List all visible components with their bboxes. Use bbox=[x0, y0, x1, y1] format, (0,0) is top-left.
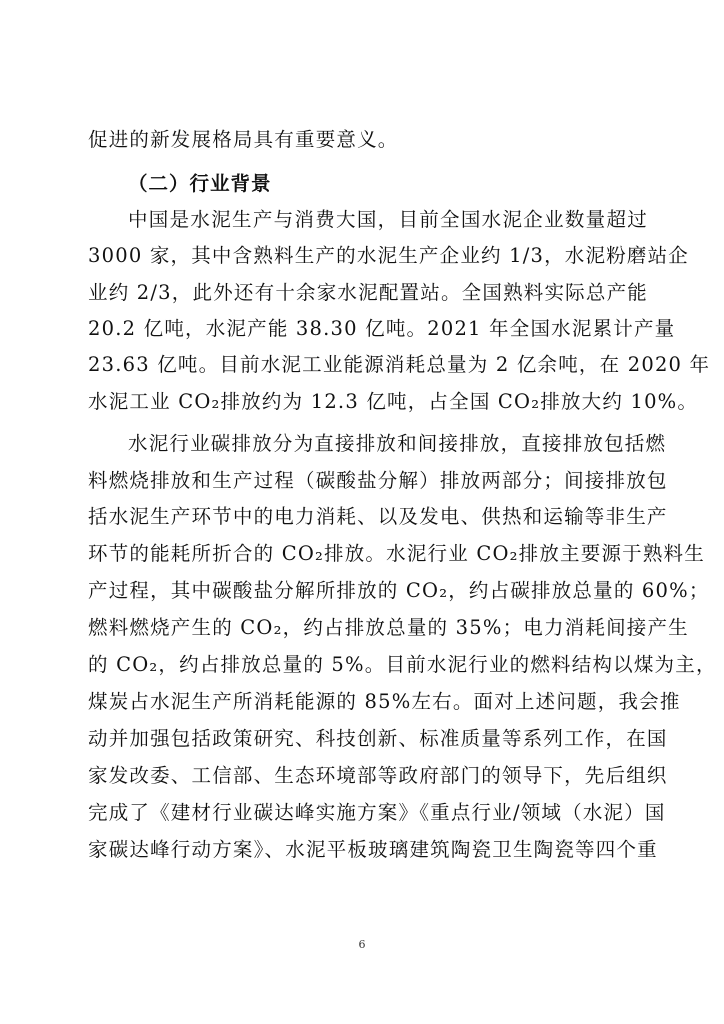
paragraph-line: 中国是水泥生产与消费大国，目前全国水泥企业数量超过 bbox=[128, 208, 648, 231]
paragraph-line: 的 CO₂，约占排放总量的 5%。目前水泥行业的燃料结构以煤为主， bbox=[88, 653, 717, 676]
section-heading: （二）行业背景 bbox=[128, 172, 272, 195]
paragraph-line: 产过程，其中碳酸盐分解所排放的 CO₂，约占碳排放总量的 60%； bbox=[88, 579, 710, 602]
paragraph-line: 煤炭占水泥生产所消耗能源的 85%左右。面对上述问题，我会推 bbox=[88, 690, 681, 713]
paragraph-line: 家碳达峰行动方案》、水泥平板玻璃建筑陶瓷卫生陶瓷等四个重 bbox=[88, 838, 658, 861]
paragraph-line: 3000 家，其中含熟料生产的水泥生产企业约 1/3，水泥粉磨站企 bbox=[88, 244, 690, 267]
paragraph-line: 23.63 亿吨。目前水泥工业能源消耗总量为 2 亿余吨，在 2020 年 bbox=[88, 353, 711, 376]
page-number: 6 bbox=[358, 938, 366, 951]
paragraph-line: 水泥工业 CO₂排放约为 12.3 亿吨，占全国 CO₂排放大约 10%。 bbox=[88, 390, 699, 413]
paragraph-line: 20.2 亿吨，水泥产能 38.30 亿吨。2021 年全国水泥累计产量 bbox=[88, 317, 676, 340]
paragraph-line: 促进的新发展格局具有重要意义。 bbox=[88, 128, 399, 151]
paragraph-line: 料燃烧排放和生产过程（碳酸盐分解）排放两部分；间接排放包 bbox=[88, 469, 668, 492]
paragraph-line: 完成了《建材行业碳达峰实施方案》《重点行业/领域（水泥）国 bbox=[88, 801, 666, 824]
paragraph-line: 动并加强包括政策研究、科技创新、标准质量等系列工作，在国 bbox=[88, 727, 668, 750]
paragraph-line: 业约 2/3，此外还有十余家水泥配置站。全国熟料实际总产能 bbox=[88, 281, 648, 304]
paragraph-line: 括水泥生产环节中的电力消耗、以及发电、供热和运输等非生产 bbox=[88, 505, 668, 528]
paragraph-line: 环节的能耗所折合的 CO₂排放。水泥行业 CO₂排放主要源于熟料生 bbox=[88, 542, 705, 565]
paragraph-line: 家发改委、工信部、生态环境部等政府部门的领导下，先后组织 bbox=[88, 764, 668, 787]
paragraph-line: 燃料燃烧产生的 CO₂，约占排放总量的 35%；电力消耗间接产生 bbox=[88, 616, 689, 639]
paragraph-line: 水泥行业碳排放分为直接排放和间接排放，直接排放包括燃 bbox=[128, 432, 667, 455]
